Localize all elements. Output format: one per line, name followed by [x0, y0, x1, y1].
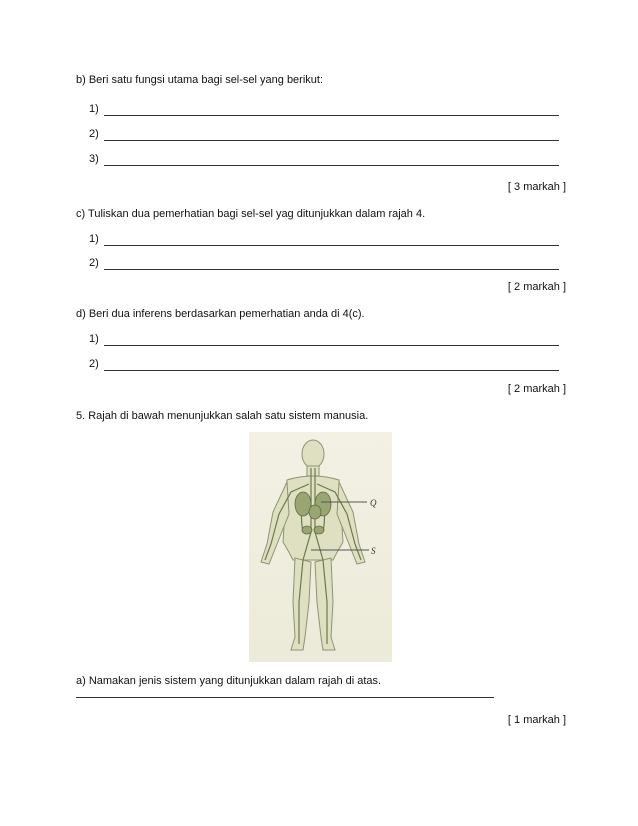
human-body-diagram [249, 432, 392, 662]
answer-b1-line[interactable] [104, 115, 559, 116]
marks-b: [ 3 markah ] [507, 181, 566, 193]
question-5a-text: a) Namakan jenis sistem yang ditunjukkan dalam rajah di atas. [76, 675, 382, 687]
question-c-text: c) Tuliskan dua pemerhatian bagi sel-sel yag ditunjukkan dalam rajah 4. [76, 208, 426, 220]
answer-b2-number: 2) [89, 128, 99, 140]
answer-b3-line[interactable] [104, 165, 559, 166]
answer-d1-number: 1) [89, 333, 99, 345]
circulatory-system-figure [249, 432, 392, 662]
answer-b1-number: 1) [89, 103, 99, 115]
answer-c2-number: 2) [89, 257, 99, 269]
answer-c1-number: 1) [89, 233, 99, 245]
answer-c1-line[interactable] [104, 245, 559, 246]
marks-c: [ 2 markah ] [507, 281, 566, 293]
answer-b3-number: 3) [89, 153, 99, 165]
label-q: Q [370, 498, 377, 508]
label-s: S [371, 546, 376, 556]
question-d-text: d) Beri dua inferens berdasarkan pemerhatian anda di 4(c). [76, 308, 365, 320]
marks-5a: [ 1 markah ] [507, 714, 566, 726]
answer-d2-number: 2) [89, 358, 99, 370]
question-b-text: b) Beri satu fungsi utama bagi sel-sel yang berikut: [76, 74, 324, 86]
answer-d1-line[interactable] [104, 345, 559, 346]
question-5-text: 5. Rajah di bawah menunjukkan salah satu sistem manusia. [76, 410, 369, 422]
answer-d2-line[interactable] [104, 370, 559, 371]
marks-d: [ 2 markah ] [507, 383, 566, 395]
answer-c2-line[interactable] [104, 269, 559, 270]
answer-b2-line[interactable] [104, 140, 559, 141]
answer-5a-line[interactable] [76, 697, 494, 698]
